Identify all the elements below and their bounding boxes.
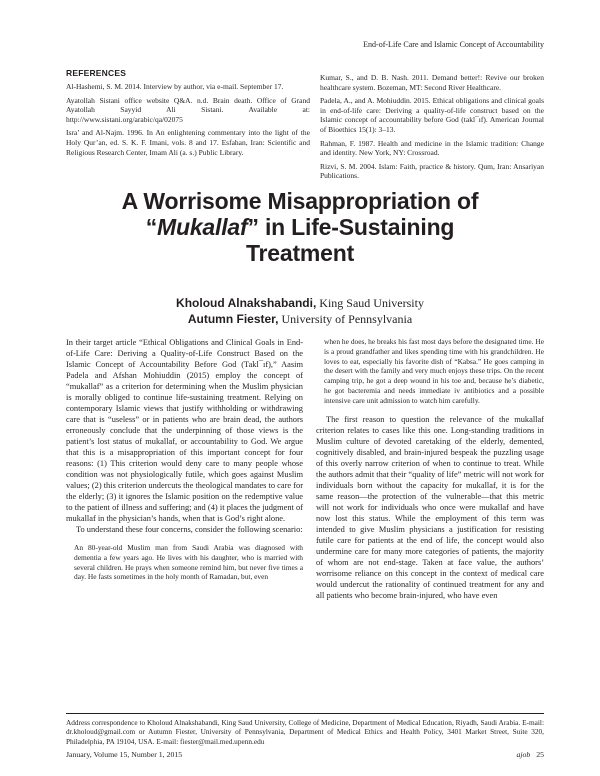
case-scenario: An 80-year-old Muslim man from Saudi Arabia was diagnosed with dementia a few years ago. He lives with his daughter, who is married with several children. He prays when someone remind him, but never five times a day. He fasts sometimes in the holy month of Ramadan, but, even xyxy=(74,543,303,582)
author-2-name: Autumn Fiester, xyxy=(187,312,279,326)
footnote-divider xyxy=(66,713,544,714)
running-head: End-of-Life Care and Islamic Concept of Accountability xyxy=(363,40,544,49)
title-line-2-rest: ” in Life-Sustaining xyxy=(247,214,455,240)
references-right-column xyxy=(320,73,544,185)
reference-item: Ayatollah Sistani office website Q&A. n.d. Brain death. Office of Grand Ayatollah Sayyid Ali Sistani. Available at: http://www.sistani.org/arabic/qa/02075 xyxy=(66,95,310,124)
body-left-column xyxy=(66,337,303,582)
reference-item: Rizvi, S. M. 2004. Islam: Faith, practice & history. Qum, Iran: Ansariyan Publications. xyxy=(320,161,544,181)
issue-info: January, Volume 15, Number 1, 2015 xyxy=(66,750,183,759)
references-heading: REFERENCES xyxy=(66,68,127,78)
author-1-name: Kholoud Alnakshabandi, xyxy=(176,296,317,310)
journal-page-number xyxy=(516,750,544,759)
page-number: 25 xyxy=(536,750,544,759)
article-title xyxy=(60,188,540,266)
author-2-affiliation: University of Pennsylvania xyxy=(278,312,413,326)
body-right-column xyxy=(316,337,544,601)
references-left-column xyxy=(66,82,310,161)
body-paragraph: In their target article “Ethical Obligations and Clinical Goals in End-of-Life Care: Deriving a Quality-of-Life Construct Based on the Islamic Concept of Accountability Before God (Takl¯ıf),” Aasim Padela and Afshan Mohiuddin (2015) employ the concept of “mukallaf” as a criterion for determining when the Muslim physician is morally obliged to continue life-sustaining treatment. Relying on contemporary Islamic views that justify withholding or withdrawing care that is “useless” or in patients who are brain dead, the authors erroneously conclude that the underpinning of those views is the patient’s lost status of mukallaf, or accountability to God. We argue that this is a misappropriation of this important concept for four reasons: (1) This criterion would deny care to many people whose condition was not physiologically futile, which goes against Muslim values; (2) this criterion undercuts the theological mandates to care for the elderly; (3) it ignores the Islamic position on the redemptive value to the patient of illness and suffering; and (4) it places the judgment of mukallaf in the physician’s hands, when that is God’s right alone. xyxy=(66,338,303,523)
reference-item: Kumar, S., and D. B. Nash. 2011. Demand better!: Revive our broken healthcare system. Bozeman, MT: Second River Healthcare. xyxy=(320,73,544,92)
journal-name: ajob xyxy=(516,750,531,759)
title-italic-term: Mukallaf xyxy=(157,214,248,240)
reference-item: Rahman, F. 1987. Health and medicine in the Islamic tradition: Change and identity. New York, NY: Crossroad. xyxy=(320,138,544,158)
title-line-2 xyxy=(60,214,540,240)
author-1-affiliation: King Saud University xyxy=(316,296,424,310)
author-1 xyxy=(60,295,540,311)
correspondence-footnote: Address correspondence to Kholoud Alnakshabandi, King Saud University, College of Medicine, Department of Medical Education, Riyadh, Saudi Arabia. E-mail: dr.kholoud@gmail.com or Autumn Fiester, University of Pennsylvania, Department of Medical Ethics and Health Policy, 3401 Market Street, Suite 320, Philadelphia, PA 19104, USA. E-mail: fiester@mail.med.upenn.edu xyxy=(66,718,544,746)
author-list xyxy=(60,295,540,327)
title-line-3: Treatment xyxy=(245,240,355,266)
body-paragraph: To understand these four concerns, consider the following scenario: xyxy=(76,525,303,534)
case-scenario-continued: when he does, he breaks his fast most days before the designated time. He is a proud grandfather and likes spending time with his grandchildren. He loves to eat, especially his favorite dish of “Kabsa.” He goes camping in the desert with the family and very much enjoys these trips. On the recent camping trip, he got a deep wound in his toe and, because he’s diabetic, he got bacteremia and needs immediate iv antibiotics and a possible intensive care unit admission to watch him carefully. xyxy=(324,337,544,405)
title-quote-open: “ xyxy=(145,214,158,240)
reference-item: Padela, A., and A. Mohiuddin. 2015. Ethical obligations and clinical goals in end-of-life care: Deriving a quality-of-life construct based on the Islamic concept of accountability before God (takl¯ıf). American Journal of Bioethics 15(1): 3–13. xyxy=(320,96,544,134)
reference-item: Al-Hashemi, S. M. 2014. Interview by author, via e-mail. September 17. xyxy=(66,82,284,91)
author-2 xyxy=(60,311,540,327)
reference-item: Isra’ and Al-Najm. 1996. In An enlightening commentary into the light of the Holy Qur’an, ed. S. K. F. Imani, vols. 8 and 17. Esfahan, Iran: Scientific and Religious Research Center, Imam Ali (a. s.) Public Library. xyxy=(66,128,310,157)
body-paragraph: The first reason to question the relevance of the mukallaf criterion relates to cases like this one. Long-standing traditions in Muslim culture of devoted caretaking of the elderly, demented, cognitively disabled, and brain-injured bespeak the puzzling usage of this overly narrow criterion of when to continue to treat. While the authors admit that their “quality of life” metric will not work for individuals born without the capacity for mukallaf, it is for the same reason—the protection of the vulnerable—that this metric will not work for individuals who once were mukallaf and have now lost this status. While the employment of this term was intended to give Muslim physicians a justification for resisting futile care for patients at the end of life, the concept would also undermine care for many more categories of patients, the majority of whom are not end-stage. Taken at face value, the authors’ worrisome reliance on this concept in the context of medical care would undercut the rationality of continued treatment for any and all patients who become brain-injured, who have even xyxy=(316,414,544,600)
title-line-1: A Worrisome Misappropriation of xyxy=(121,188,479,214)
